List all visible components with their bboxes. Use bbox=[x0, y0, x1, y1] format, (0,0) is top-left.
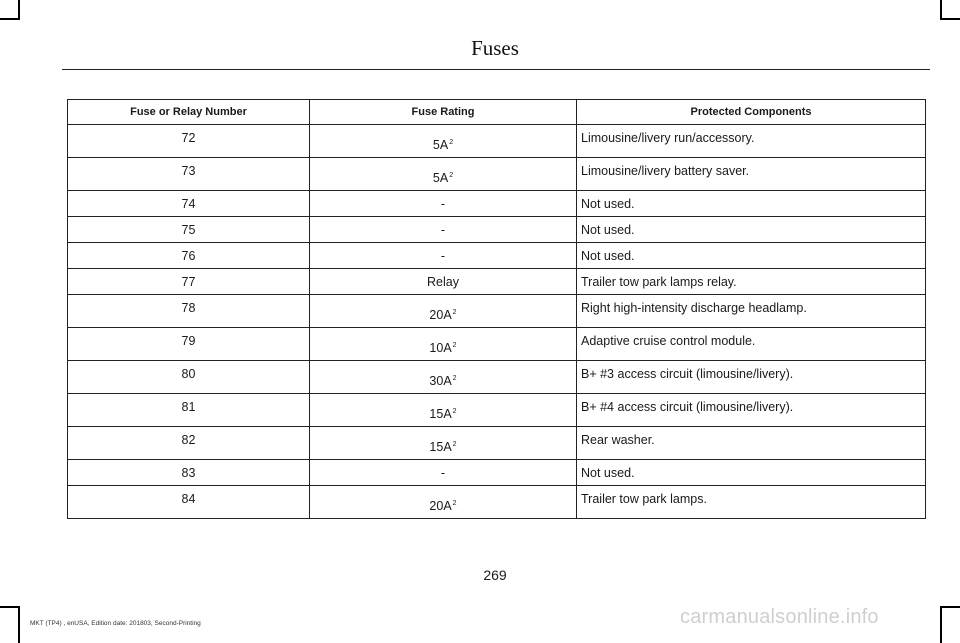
fuse-rating-cell bbox=[310, 217, 577, 243]
edition-footer: MKT (TP4) , enUSA, Edition date: 201803, Second-Printing bbox=[30, 620, 201, 627]
fuse-rating-cell-text: - bbox=[440, 249, 446, 263]
fuse-number-cell-text: 79 bbox=[181, 334, 196, 348]
fuse-number-cell bbox=[68, 158, 310, 191]
footnote-marker: 2 bbox=[452, 499, 457, 507]
title-divider bbox=[62, 69, 930, 70]
table-row bbox=[68, 243, 926, 269]
fuse-number-cell bbox=[68, 295, 310, 328]
protected-component-cell bbox=[577, 427, 926, 460]
fuse-rating-cell-text: 20A bbox=[429, 308, 452, 322]
footnote-marker: 2 bbox=[452, 341, 457, 349]
column-header-rating: Fuse Rating bbox=[310, 100, 577, 125]
fuse-rating-cell bbox=[310, 394, 577, 427]
protected-component-cell-text: Rear washer. bbox=[581, 433, 655, 447]
footnote-marker: 2 bbox=[452, 407, 457, 415]
fuse-number-cell-text: 81 bbox=[181, 400, 196, 414]
column-header-components: Protected Components bbox=[577, 100, 926, 125]
fuse-number-cell-text: 84 bbox=[181, 492, 196, 506]
table-body bbox=[68, 125, 926, 519]
protected-component-cell bbox=[577, 394, 926, 427]
watermark: carmanualsonline.info bbox=[680, 606, 879, 628]
fuse-number-cell-text: 75 bbox=[181, 223, 196, 237]
fuse-number-cell-text: 80 bbox=[181, 367, 196, 381]
protected-component-cell-text: Not used. bbox=[581, 223, 635, 237]
fuse-rating-cell bbox=[310, 269, 577, 295]
footnote-marker: 2 bbox=[449, 171, 454, 179]
fuse-rating-cell bbox=[310, 243, 577, 269]
protected-component-cell-text: Not used. bbox=[581, 466, 635, 480]
fuse-rating-cell-text: 20A bbox=[429, 499, 452, 513]
footnote-marker: 2 bbox=[452, 374, 457, 382]
fuse-rating-cell-text: 10A bbox=[429, 341, 452, 355]
fuse-number-cell-text: 72 bbox=[181, 131, 196, 145]
fuse-rating-cell bbox=[310, 460, 577, 486]
fuse-rating-cell bbox=[310, 295, 577, 328]
crop-mark bbox=[0, 18, 20, 20]
protected-component-cell bbox=[577, 295, 926, 328]
protected-component-cell-text: B+ #4 access circuit (limousine/livery). bbox=[581, 400, 794, 414]
fuse-rating-cell-text: 15A bbox=[429, 440, 452, 454]
protected-component-cell-text: Trailer tow park lamps. bbox=[581, 492, 707, 506]
table-row bbox=[68, 328, 926, 361]
fuse-number-cell-text: 76 bbox=[181, 249, 196, 263]
fuse-number-cell-text: 82 bbox=[181, 433, 196, 447]
fuse-number-cell bbox=[68, 191, 310, 217]
fuse-rating-cell-text: 30A bbox=[429, 374, 452, 388]
page-number: 269 bbox=[483, 567, 507, 583]
table-row bbox=[68, 394, 926, 427]
crop-mark bbox=[940, 606, 960, 608]
table-row bbox=[68, 191, 926, 217]
protected-component-cell bbox=[577, 269, 926, 295]
column-header-number: Fuse or Relay Number bbox=[68, 100, 310, 125]
protected-component-cell bbox=[577, 328, 926, 361]
fuse-number-cell bbox=[68, 394, 310, 427]
fuse-number-cell bbox=[68, 269, 310, 295]
protected-component-cell-text: B+ #3 access circuit (limousine/livery). bbox=[581, 367, 794, 381]
fuse-number-cell-text: 77 bbox=[181, 275, 196, 289]
table-row bbox=[68, 486, 926, 519]
fuse-number-cell bbox=[68, 217, 310, 243]
footnote-marker: 2 bbox=[452, 308, 457, 316]
protected-component-cell-text: Adaptive cruise control module. bbox=[581, 334, 756, 348]
protected-component-cell bbox=[577, 125, 926, 158]
fuse-number-cell-text: 74 bbox=[181, 197, 196, 211]
fuse-rating-cell-text: 5A bbox=[432, 138, 449, 152]
fuse-number-cell-text: 78 bbox=[181, 301, 196, 315]
crop-mark bbox=[940, 18, 960, 20]
fuse-rating-cell-text: - bbox=[440, 223, 446, 237]
table-row bbox=[68, 269, 926, 295]
fuse-rating-cell-text: - bbox=[440, 197, 446, 211]
fuse-rating-cell bbox=[310, 158, 577, 191]
fuse-number-cell bbox=[68, 427, 310, 460]
page-title: Fuses bbox=[471, 36, 519, 60]
fuse-number-cell-text: 83 bbox=[181, 466, 196, 480]
table-row bbox=[68, 125, 926, 158]
fuse-rating-cell bbox=[310, 427, 577, 460]
fuse-rating-cell-text: 15A bbox=[429, 407, 452, 421]
fuse-table bbox=[67, 99, 926, 519]
protected-component-cell bbox=[577, 243, 926, 269]
protected-component-cell bbox=[577, 158, 926, 191]
crop-mark bbox=[18, 0, 20, 20]
protected-component-cell bbox=[577, 217, 926, 243]
fuse-number-cell-text: 73 bbox=[181, 164, 196, 178]
fuse-rating-cell bbox=[310, 125, 577, 158]
table-header-row bbox=[68, 100, 926, 125]
table-row bbox=[68, 158, 926, 191]
protected-component-cell-text: Right high-intensity discharge headlamp. bbox=[581, 301, 807, 315]
fuse-number-cell bbox=[68, 361, 310, 394]
protected-component-cell bbox=[577, 486, 926, 519]
crop-mark bbox=[18, 606, 20, 643]
fuse-rating-cell-text: - bbox=[440, 466, 446, 480]
fuse-rating-cell bbox=[310, 361, 577, 394]
protected-component-cell bbox=[577, 460, 926, 486]
fuse-rating-cell-text: 5A bbox=[432, 171, 449, 185]
protected-component-cell bbox=[577, 191, 926, 217]
table-row bbox=[68, 217, 926, 243]
footnote-marker: 2 bbox=[449, 138, 454, 146]
table-row bbox=[68, 460, 926, 486]
footnote-marker: 2 bbox=[452, 440, 457, 448]
fuse-rating-cell bbox=[310, 328, 577, 361]
fuse-number-cell bbox=[68, 125, 310, 158]
fuse-number-cell bbox=[68, 460, 310, 486]
protected-component-cell-text: Trailer tow park lamps relay. bbox=[581, 275, 737, 289]
table-row bbox=[68, 295, 926, 328]
protected-component-cell-text: Limousine/livery battery saver. bbox=[581, 164, 750, 178]
fuse-rating-cell-text: Relay bbox=[427, 275, 459, 289]
fuse-number-cell bbox=[68, 486, 310, 519]
crop-mark bbox=[940, 606, 942, 643]
crop-mark bbox=[940, 0, 942, 20]
protected-component-cell bbox=[577, 361, 926, 394]
protected-component-cell-text: Not used. bbox=[581, 249, 635, 263]
fuse-rating-cell bbox=[310, 191, 577, 217]
fuse-number-cell bbox=[68, 243, 310, 269]
table-row bbox=[68, 361, 926, 394]
protected-component-cell-text: Limousine/livery run/accessory. bbox=[581, 131, 755, 145]
table-row bbox=[68, 427, 926, 460]
crop-mark bbox=[0, 606, 20, 608]
fuse-number-cell bbox=[68, 328, 310, 361]
fuse-rating-cell bbox=[310, 486, 577, 519]
protected-component-cell-text: Not used. bbox=[581, 197, 635, 211]
